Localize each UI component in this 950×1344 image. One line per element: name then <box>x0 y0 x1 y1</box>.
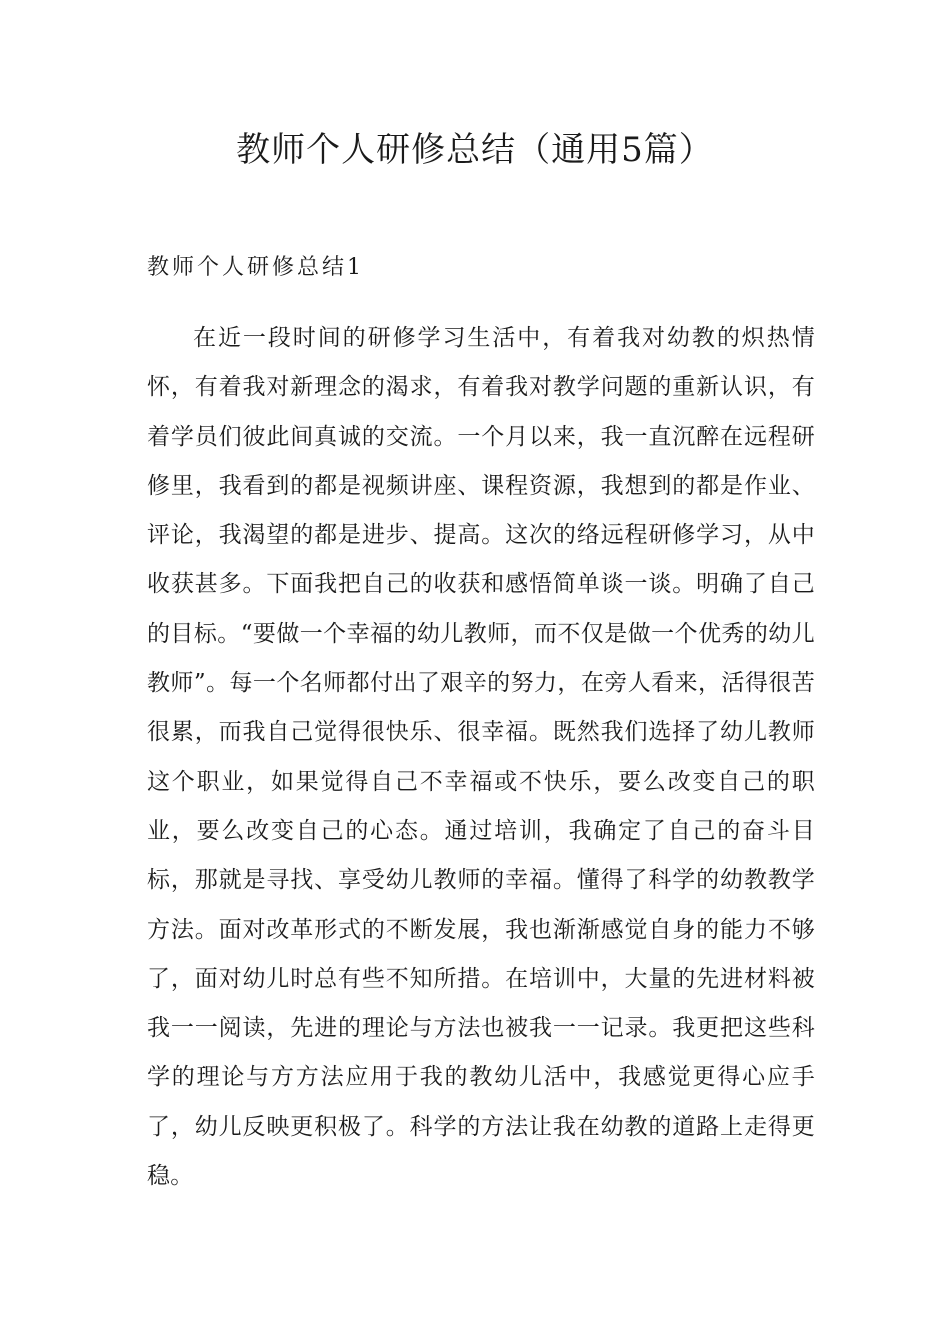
section-heading: 教师个人研修总结1 <box>147 255 364 280</box>
document-title: 教师个人研修总结（通用5篇） <box>236 130 714 170</box>
body-paragraph: 在近一段时间的研修学习生活中，有着我对幼教的炽热情怀，有着我对新理念的渴求，有着我对教学问题的重新认识，有着学员们彼此间真诚的交流。一个月以来，我一直沉醉在远程研修里，我看到的都是视频讲座、课程资源，我想到的都是作业、评论，我渴望的都是进步、提高。这次的络远程研修学习，从中收获甚多。下面我把自己的收获和感悟简单谈一谈。明确了自己的目标。“要做一个幸福的幼儿教师，而不仅是做一个优秀的幼儿教师”。每一个名师都付出了艰辛的努力，在旁人看来，活得很苦很累，而我自己觉得很快乐、很幸福。既然我们选择了幼儿教师这个职业，如果觉得自己不幸福或不快乐，要么改变自己的职业，要么改变自己的心态。通过培训，我确定了自己的奋斗目标，那就是寻找、享受幼儿教师的幸福。懂得了科学的幼教教学方法。面对改革形式的不断发展，我也渐渐感觉自身的能力不够了，面对幼儿时总有些不知所措。在培训中，大量的先进材料被我一一阅读，先进的理论与方法也被我一一记录。我更把这些科学的理论与方方法应用于我的教幼儿活中，我感觉更得心应手了，幼儿反映更积极了。科学的方法让我在幼教的道路上走得更稳。 <box>147 325 815 1190</box>
